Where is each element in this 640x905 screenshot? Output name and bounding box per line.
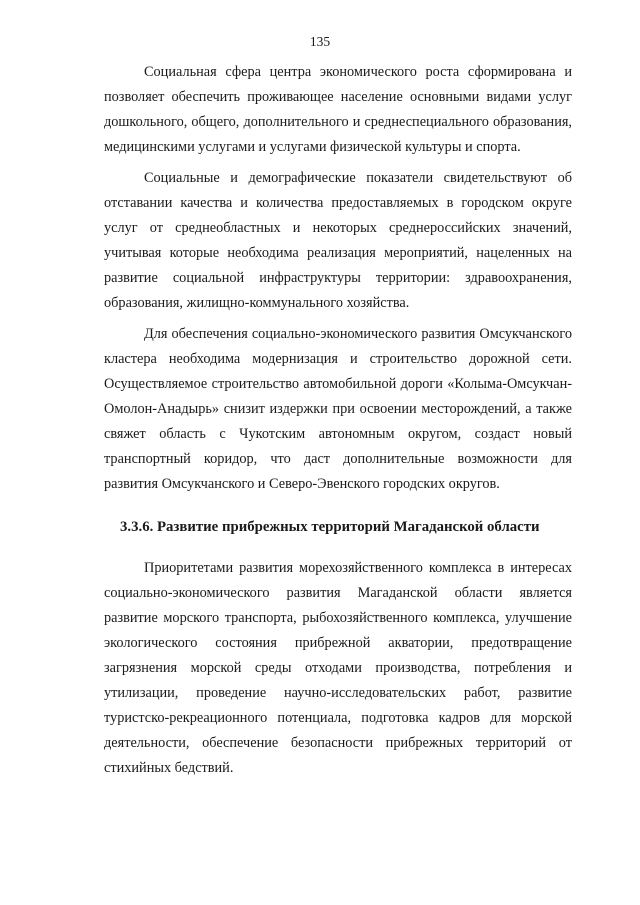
paragraph-demographic-indicators: Социальные и демографические показатели свидетельствуют об отставании качества и количества предоставляемых в городском округе услуг от среднеобластных и некоторых среднероссийских значений, учитывая которые необходима реализация мероприятий, нацеленных на развитие социальной инфраструктуры территории: здравоохранения, образования, жилищно-коммунального хозяйства. xyxy=(104,170,572,311)
document-body xyxy=(104,60,572,781)
paragraph-coastal-territories: Приоритетами развития морехозяйственного комплекса в интересах социально-экономического развития Магаданской области является развитие морского транспорта, рыбохозяйственного комплекса, улучшение экологического состояния прибрежной акватории, предотвращение загрязнения морской среды отходами производства, потребления и утилизации, проведение научно-исследовательских работ, развитие туристско-рекреационного потенциала, подготовка кадров для морской деятельности, обеспечение безопасности прибрежных территорий от стихийных бедствий. xyxy=(104,560,572,776)
page-number: 135 xyxy=(309,34,331,49)
paragraph-omsukchan-cluster: Для обеспечения социально-экономического развития Омсукчанского кластера необходима модернизация и строительство дорожной сети. Осуществляемое строительство автомобильной дороги «Колыма-Омсукчан-Омолон-Анадырь» снизит издержки при освоении месторождений, а также свяжет область с Чукотским автономным округом, создаст новый транспортный коридор, что даст дополнительные возможности для развития Омсукчанского и Северо-Эвенского городских округов. xyxy=(104,326,572,492)
section-heading: 3.3.6. Развитие прибрежных территорий Магаданской области xyxy=(120,519,540,535)
paragraph-social-sphere: Социальная сфера центра экономического роста сформирована и позволяет обеспечить проживающее население основными видами услуг дошкольного, общего, дополнительного и среднеспециального образования, медицинскими услугами и услугами физической культуры и спорта. xyxy=(104,64,572,155)
